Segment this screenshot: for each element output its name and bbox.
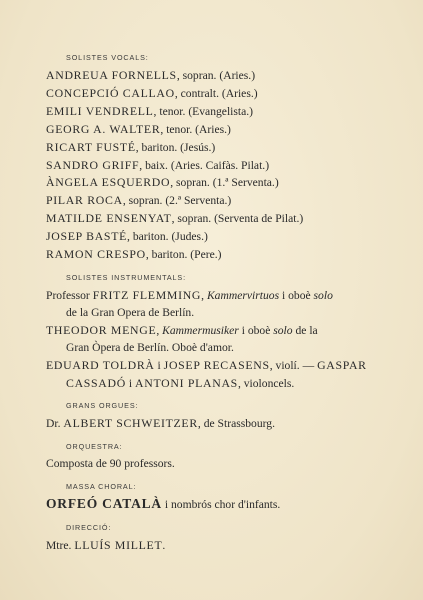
list-item [46,322,386,340]
list-item [46,157,386,175]
list-item [46,67,386,85]
soloist-name: RICART FUSTÉ [46,139,136,154]
soloist-role: , sopran. (2.ª Serventa.) [122,194,232,208]
soloist-role: , bariton. (Jesús.) [135,140,216,154]
text: , violí. — [269,358,318,372]
program-content [46,53,386,555]
text: Kammermusiker [162,323,239,337]
text: i [125,376,135,390]
text: i [154,358,164,372]
soloist-name: MATILDE ENSENYAT [46,211,172,226]
list-item-continuation: de la Gran Opera de Berlín. [66,305,195,319]
list-item [46,287,386,305]
text: , [201,288,207,302]
soloist-role: , baix. (Aries. Caifàs. Pilat.) [139,158,270,172]
text: , violoncels. [237,376,295,390]
soloist-name: CASSADÓ [66,375,126,390]
text: , [156,323,163,337]
soloist-role: , tenor. (Aries.) [160,122,231,136]
text: , de Strassbourg. [197,417,275,431]
orchestra-heading: ORQUESTRA: [66,442,123,452]
soloist-name: ANTONI PLANAS [135,375,238,390]
soloist-role: , contralt. (Aries.) [174,86,258,100]
orchestra-line: Composta de 90 professors. [46,457,175,471]
soloist-role: , tenor. (Evangelista.) [153,104,254,118]
organ-heading: GRANS ORGUES: [66,401,139,411]
soloist-name: THEODOR MENGE [46,322,157,337]
list-item-continuation: Gran Òpera de Berlín. Oboè d'amor. [66,340,234,354]
list-item [46,139,386,157]
text: . [162,539,166,553]
text: Kammervirtuos [206,288,280,302]
soloist-role: , sopran. (Aries.) [176,69,256,82]
soloist-name: CONCEPCIÓ CALLAO [46,85,175,100]
text: solo [313,288,333,302]
soloist-role: , bariton. (Pere.) [145,248,222,262]
choir-line [46,496,386,514]
soloist-name: GEORG A. WALTER [46,121,161,136]
instrumental-soloists-list [46,287,386,392]
soloist-role: , sopran. (Serventa de Pilat.) [171,212,304,226]
soloist-name: ÀNGELA ESQUERDO [46,175,171,190]
instrumental-soloists-heading: SOLISTES INSTRUMENTALS: [66,272,187,282]
choir-name: ORFEÓ CATALÀ [46,496,162,512]
soloist-name: ANDREUA FORNELLS [46,68,177,82]
organist-line [46,415,386,433]
soloist-name: FRITZ FLEMMING [92,287,202,302]
soloist-role: , bariton. (Judes.) [127,230,208,244]
text: de la [292,323,318,337]
soloist-name: PILAR ROCA [46,193,123,208]
list-item-continuation [46,375,386,393]
list-item [46,174,386,192]
vocal-soloists-heading: SOLISTES VOCALS: [66,53,149,62]
text: Dr. [46,417,64,431]
text: solo [273,323,293,337]
list-item [46,103,386,121]
direction-heading: DIRECCIÓ: [66,523,112,533]
list-item [46,121,386,139]
text: i oboè [279,288,314,302]
soloist-name: JOSEP RECASENS [163,357,270,372]
soloist-name: SANDRO GRIFF [46,157,140,172]
list-item [46,228,386,246]
organist-name: ALBERT SCHWEITZER [63,416,198,431]
soloist-name: GASPAR [317,357,367,372]
soloist-name: JOSEP BASTÉ [46,229,128,244]
text: Professor [46,288,93,302]
list-item [46,192,386,210]
soloist-name: EDUARD TOLDRÀ [46,357,155,372]
list-item [46,357,386,375]
director-name: LLUÍS MILLET [74,538,163,553]
list-item [46,85,386,103]
soloist-name: EMILI VENDRELL [46,103,154,118]
text: Mtre. [46,539,75,553]
director-line [46,537,386,555]
list-item [46,210,386,228]
list-item [46,246,386,264]
vocal-soloists-list [46,67,386,264]
text: i oboè [238,323,274,337]
soloist-name: RAMON CRESPO [46,247,146,262]
choir-heading: MASSA CHORAL: [66,482,137,492]
soloist-role: , sopran. (1.ª Serventa.) [170,176,279,190]
text: i nombrós chor d'infants. [161,498,281,512]
